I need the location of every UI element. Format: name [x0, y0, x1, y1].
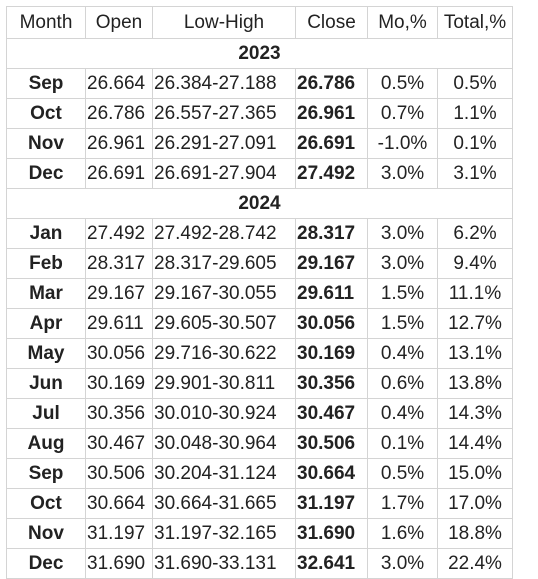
low-high-cell: 27.492-28.742	[153, 219, 296, 249]
year-label: 2023	[7, 39, 513, 69]
total-change-cell: 18.8%	[438, 519, 513, 549]
total-change-cell: 0.1%	[438, 129, 513, 159]
open-cell: 26.664	[86, 69, 153, 99]
month-change-cell: 1.5%	[368, 309, 438, 339]
table-row	[7, 309, 513, 339]
table-header	[7, 7, 513, 39]
low-high-cell: 30.204-31.124	[153, 459, 296, 489]
table-row	[7, 219, 513, 249]
month-change-cell: 3.0%	[368, 249, 438, 279]
low-high-cell: 30.664-31.665	[153, 489, 296, 519]
close-cell: 30.506	[296, 429, 368, 459]
month-change-cell: 0.4%	[368, 339, 438, 369]
month-change-cell: 1.6%	[368, 519, 438, 549]
total-change-cell: 9.4%	[438, 249, 513, 279]
month-cell: Mar	[7, 279, 86, 309]
open-cell: 31.690	[86, 549, 153, 579]
header-row	[7, 7, 513, 39]
total-change-cell: 6.2%	[438, 219, 513, 249]
header-total-percent: Total,%	[438, 7, 513, 39]
open-cell: 26.786	[86, 99, 153, 129]
month-change-cell: 0.4%	[368, 399, 438, 429]
total-change-cell: 14.3%	[438, 399, 513, 429]
open-cell: 27.492	[86, 219, 153, 249]
close-cell: 31.197	[296, 489, 368, 519]
table-row	[7, 429, 513, 459]
open-cell: 26.691	[86, 159, 153, 189]
open-cell: 31.197	[86, 519, 153, 549]
header-open: Open	[86, 7, 153, 39]
total-change-cell: 11.1%	[438, 279, 513, 309]
close-cell: 30.664	[296, 459, 368, 489]
close-cell: 29.167	[296, 249, 368, 279]
month-cell: Jul	[7, 399, 86, 429]
open-cell: 30.356	[86, 399, 153, 429]
header-month-percent: Mo,%	[368, 7, 438, 39]
close-cell: 26.786	[296, 69, 368, 99]
close-cell: 30.169	[296, 339, 368, 369]
month-change-cell: 0.7%	[368, 99, 438, 129]
low-high-cell: 31.690-33.131	[153, 549, 296, 579]
close-cell: 26.691	[296, 129, 368, 159]
close-cell: 28.317	[296, 219, 368, 249]
total-change-cell: 0.5%	[438, 69, 513, 99]
open-cell: 30.169	[86, 369, 153, 399]
month-change-cell: 0.6%	[368, 369, 438, 399]
month-cell: Feb	[7, 249, 86, 279]
close-cell: 32.641	[296, 549, 368, 579]
month-cell: Jan	[7, 219, 86, 249]
close-cell: 30.467	[296, 399, 368, 429]
month-change-cell: 3.0%	[368, 159, 438, 189]
low-high-cell: 29.605-30.507	[153, 309, 296, 339]
low-high-cell: 26.384-27.188	[153, 69, 296, 99]
month-cell: Sep	[7, 459, 86, 489]
header-month: Month	[7, 7, 86, 39]
month-change-cell: 0.5%	[368, 69, 438, 99]
table-row	[7, 369, 513, 399]
open-cell: 30.056	[86, 339, 153, 369]
low-high-cell: 30.048-30.964	[153, 429, 296, 459]
month-cell: Jun	[7, 369, 86, 399]
table-row	[7, 279, 513, 309]
month-cell: Sep	[7, 69, 86, 99]
month-change-cell: 3.0%	[368, 219, 438, 249]
total-change-cell: 12.7%	[438, 309, 513, 339]
month-change-cell: 0.5%	[368, 459, 438, 489]
close-cell: 29.611	[296, 279, 368, 309]
table-row	[7, 399, 513, 429]
year-label: 2024	[7, 189, 513, 219]
table-row	[7, 519, 513, 549]
low-high-cell: 29.901-30.811	[153, 369, 296, 399]
month-cell: Apr	[7, 309, 86, 339]
low-high-cell: 29.716-30.622	[153, 339, 296, 369]
low-high-cell: 31.197-32.165	[153, 519, 296, 549]
total-change-cell: 1.1%	[438, 99, 513, 129]
year-row	[7, 39, 513, 69]
month-change-cell: 1.7%	[368, 489, 438, 519]
forecast-table	[6, 6, 513, 579]
table-row	[7, 549, 513, 579]
low-high-cell: 26.691-27.904	[153, 159, 296, 189]
month-cell: Oct	[7, 489, 86, 519]
low-high-cell: 28.317-29.605	[153, 249, 296, 279]
low-high-cell: 30.010-30.924	[153, 399, 296, 429]
close-cell: 27.492	[296, 159, 368, 189]
month-cell: Aug	[7, 429, 86, 459]
open-cell: 30.467	[86, 429, 153, 459]
table-row	[7, 249, 513, 279]
open-cell: 29.167	[86, 279, 153, 309]
table-row	[7, 129, 513, 159]
open-cell: 26.961	[86, 129, 153, 159]
table-body	[7, 39, 513, 579]
total-change-cell: 15.0%	[438, 459, 513, 489]
table-row	[7, 69, 513, 99]
table-row	[7, 459, 513, 489]
month-cell: Dec	[7, 549, 86, 579]
table-row	[7, 339, 513, 369]
month-change-cell: 0.1%	[368, 429, 438, 459]
total-change-cell: 13.8%	[438, 369, 513, 399]
month-cell: Nov	[7, 129, 86, 159]
month-cell: Dec	[7, 159, 86, 189]
close-cell: 30.056	[296, 309, 368, 339]
open-cell: 28.317	[86, 249, 153, 279]
low-high-cell: 29.167-30.055	[153, 279, 296, 309]
table-row	[7, 489, 513, 519]
open-cell: 30.506	[86, 459, 153, 489]
table-row	[7, 159, 513, 189]
close-cell: 26.961	[296, 99, 368, 129]
year-row	[7, 189, 513, 219]
close-cell: 31.690	[296, 519, 368, 549]
open-cell: 29.611	[86, 309, 153, 339]
total-change-cell: 22.4%	[438, 549, 513, 579]
total-change-cell: 3.1%	[438, 159, 513, 189]
total-change-cell: 13.1%	[438, 339, 513, 369]
open-cell: 30.664	[86, 489, 153, 519]
month-change-cell: 1.5%	[368, 279, 438, 309]
month-cell: May	[7, 339, 86, 369]
month-change-cell: -1.0%	[368, 129, 438, 159]
low-high-cell: 26.557-27.365	[153, 99, 296, 129]
month-cell: Nov	[7, 519, 86, 549]
month-change-cell: 3.0%	[368, 549, 438, 579]
total-change-cell: 14.4%	[438, 429, 513, 459]
month-cell: Oct	[7, 99, 86, 129]
total-change-cell: 17.0%	[438, 489, 513, 519]
header-low-high: Low-High	[153, 7, 296, 39]
table-row	[7, 99, 513, 129]
header-close: Close	[296, 7, 368, 39]
close-cell: 30.356	[296, 369, 368, 399]
low-high-cell: 26.291-27.091	[153, 129, 296, 159]
